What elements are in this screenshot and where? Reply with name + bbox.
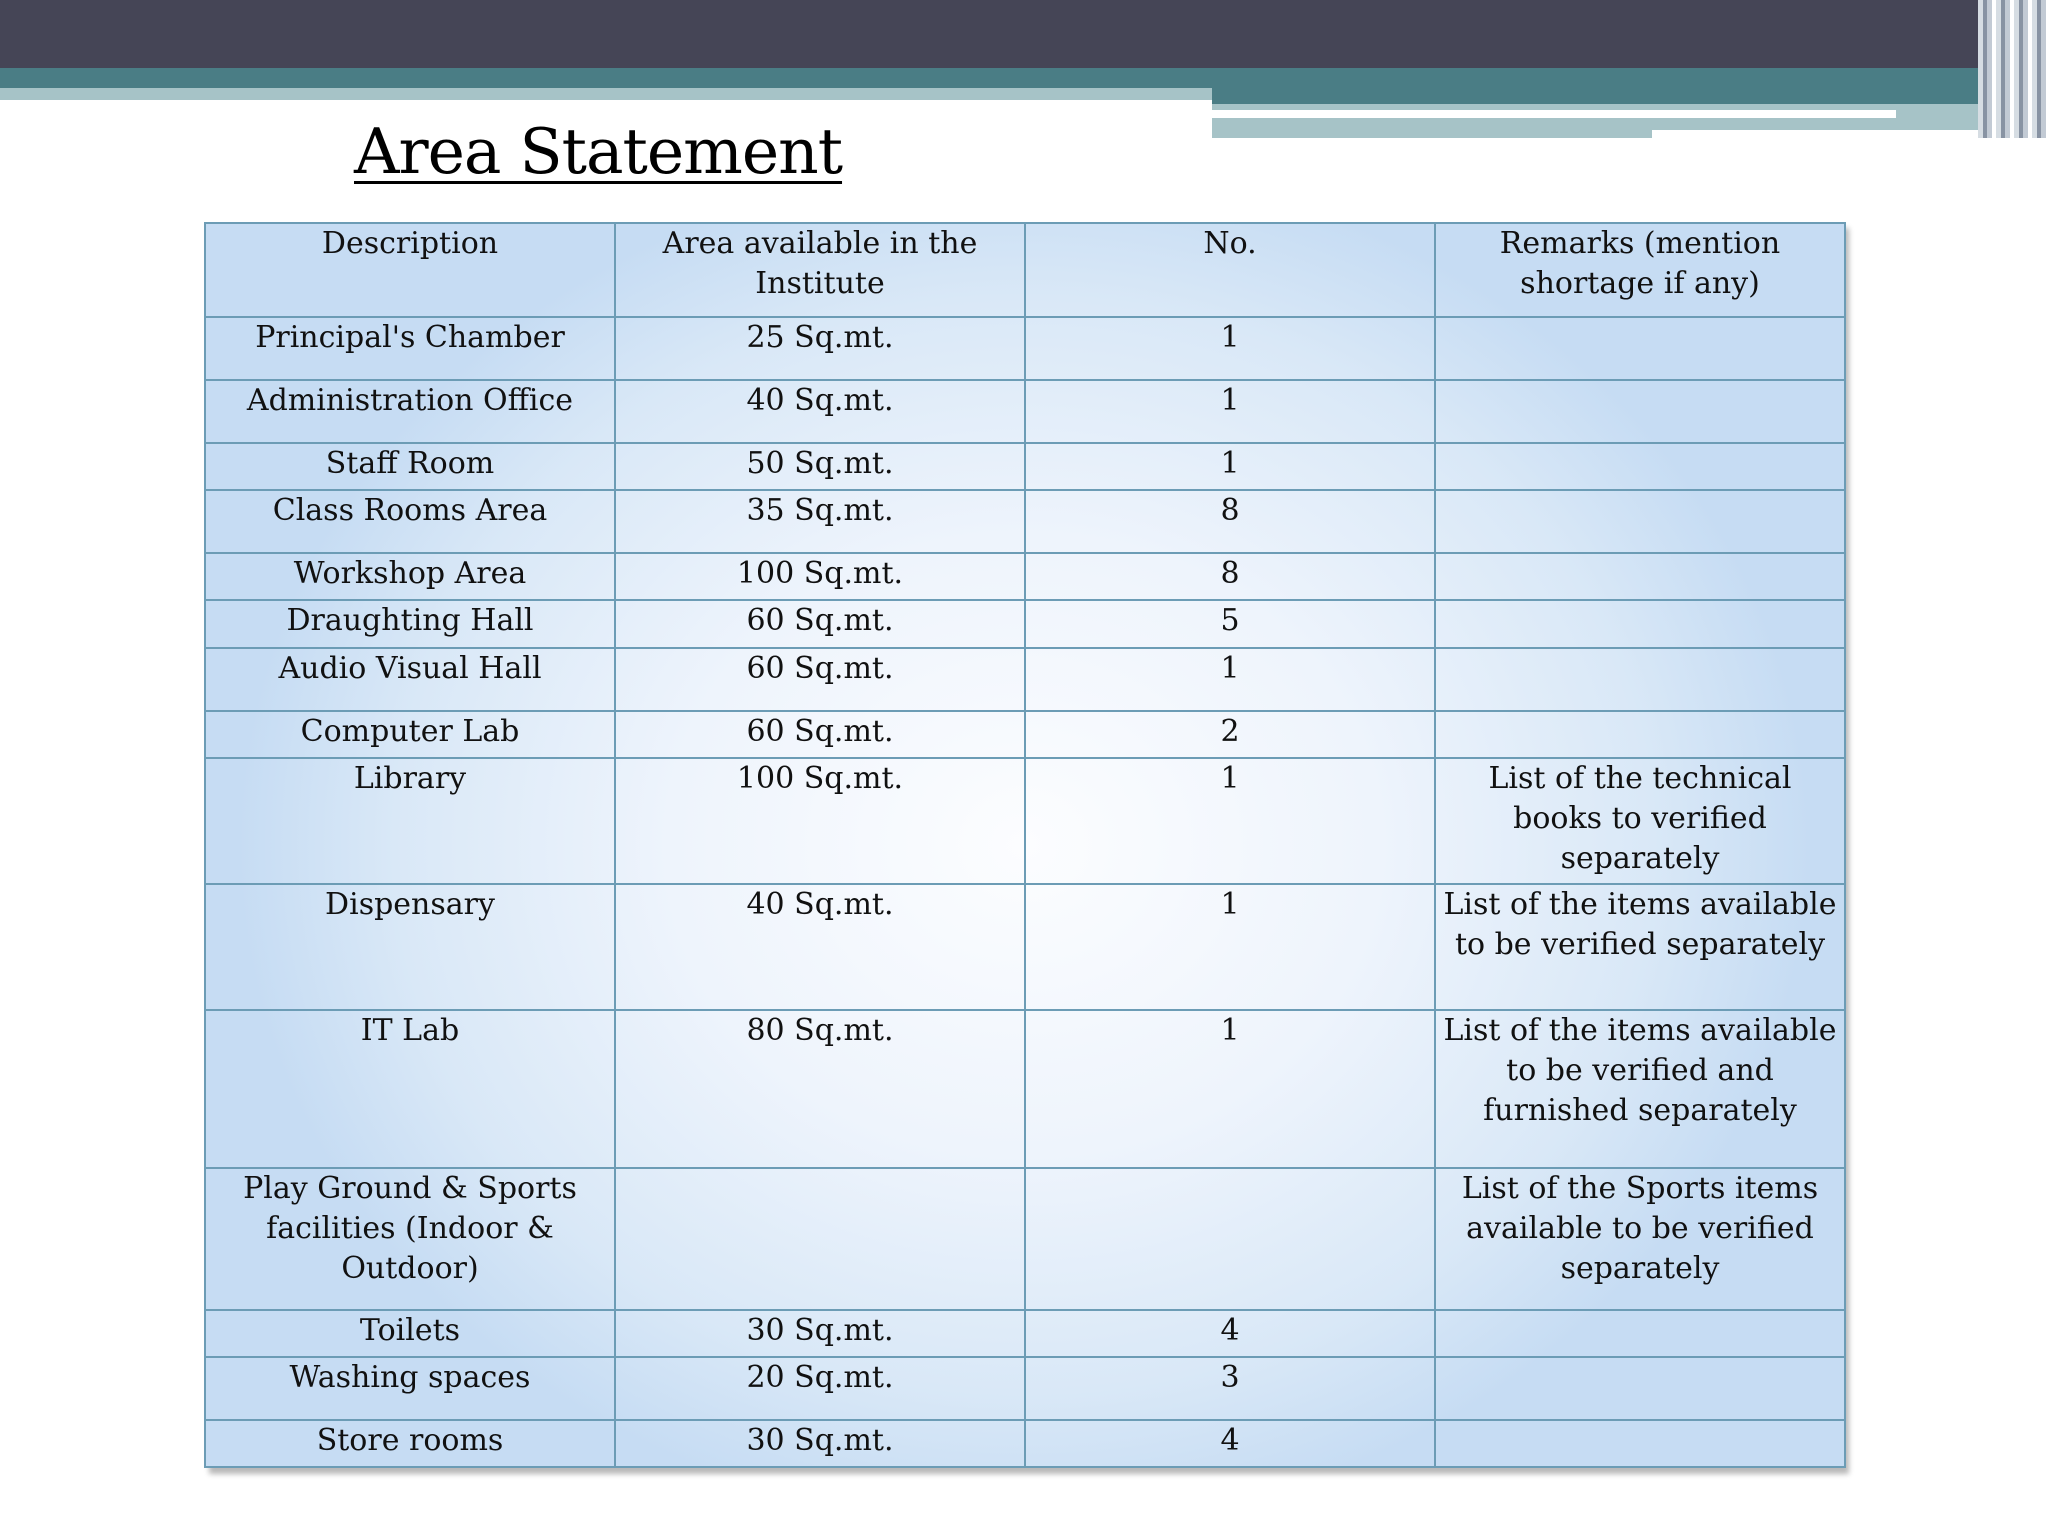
cell-description-text: Library — [353, 761, 467, 796]
cell-no-text: 5 — [1220, 603, 1240, 638]
header-band-teal-right — [1212, 68, 1994, 104]
cell-remarks — [1435, 1420, 1845, 1467]
cell-description — [205, 758, 615, 884]
cell-remarks — [1435, 317, 1845, 380]
cell-no — [1025, 380, 1435, 443]
cell-area-text: 60 Sq.mt. — [746, 603, 894, 638]
column-header-remarks: Remarks (mention shortage if any) — [1435, 223, 1845, 317]
header-corner-stripes — [1978, 0, 2048, 138]
cell-description-text: Store rooms — [316, 1423, 504, 1458]
cell-area-text: 25 Sq.mt. — [746, 320, 894, 355]
cell-area — [615, 884, 1025, 1010]
cell-description-text: IT Lab — [360, 1013, 460, 1048]
cell-description-text: Staff Room — [325, 446, 495, 481]
cell-area — [615, 711, 1025, 758]
cell-description — [205, 380, 615, 443]
table-row — [205, 380, 1845, 443]
table-row — [205, 648, 1845, 711]
area-table-container — [204, 222, 1844, 1468]
cell-area — [615, 600, 1025, 648]
cell-area-text: 50 Sq.mt. — [746, 446, 894, 481]
table-row — [205, 711, 1845, 758]
cell-description-text: Draughting Hall — [286, 603, 534, 638]
cell-area — [615, 1420, 1025, 1467]
cell-description-text: Dispensary — [325, 887, 495, 922]
cell-no — [1025, 317, 1435, 380]
cell-area-text: 30 Sq.mt. — [746, 1423, 894, 1458]
cell-remarks-text: List of the technical books to verified separately — [1488, 761, 1792, 876]
table-row — [205, 490, 1845, 553]
cell-no — [1025, 443, 1435, 490]
cell-no-text: 4 — [1220, 1313, 1240, 1348]
cell-no-text: 1 — [1220, 651, 1240, 686]
cell-description-text: Play Ground & Sports facilities (Indoor & Outdoor) — [243, 1171, 577, 1286]
cell-area-text: 100 Sq.mt. — [736, 556, 904, 591]
cell-remarks — [1435, 380, 1845, 443]
cell-no — [1025, 1010, 1435, 1168]
header-band-light-left — [0, 88, 1212, 100]
cell-remarks-text: List of the Sports items available to be verified separately — [1461, 1171, 1819, 1286]
cell-no — [1025, 490, 1435, 553]
column-header-area: Area available in the Institute — [615, 223, 1025, 317]
cell-no — [1025, 711, 1435, 758]
cell-description — [205, 1310, 615, 1357]
cell-area — [615, 553, 1025, 600]
cell-no-text: 1 — [1220, 320, 1240, 355]
cell-remarks-text: List of the items available to be verified and furnished separately — [1443, 1013, 1837, 1128]
cell-description — [205, 1010, 615, 1168]
header-band-dark — [0, 0, 2048, 68]
header-band-white-notch — [1652, 130, 1994, 138]
cell-description — [205, 648, 615, 711]
cell-no — [1025, 1310, 1435, 1357]
table-header-row — [205, 223, 1845, 317]
cell-description — [205, 317, 615, 380]
cell-area-text: 60 Sq.mt. — [746, 714, 894, 749]
cell-description-text: Computer Lab — [300, 714, 520, 749]
cell-no — [1025, 1420, 1435, 1467]
cell-remarks — [1435, 1010, 1845, 1168]
cell-description — [205, 711, 615, 758]
cell-no — [1025, 1357, 1435, 1420]
cell-no-text: 8 — [1220, 556, 1240, 591]
cell-no-text: 1 — [1220, 887, 1240, 922]
table-row — [205, 1168, 1845, 1310]
table-row — [205, 1310, 1845, 1357]
cell-area — [615, 1168, 1025, 1310]
cell-description — [205, 1357, 615, 1420]
cell-remarks — [1435, 884, 1845, 1010]
page-title: Area Statement — [354, 115, 843, 188]
cell-no — [1025, 884, 1435, 1010]
cell-no-text: 1 — [1220, 761, 1240, 796]
cell-area — [615, 1010, 1025, 1168]
cell-remarks — [1435, 758, 1845, 884]
cell-remarks — [1435, 1168, 1845, 1310]
cell-no — [1025, 600, 1435, 648]
cell-area — [615, 1357, 1025, 1420]
header-band-white-line — [1212, 110, 1896, 118]
cell-remarks — [1435, 490, 1845, 553]
cell-area — [615, 1310, 1025, 1357]
cell-remarks — [1435, 1310, 1845, 1357]
table-row — [205, 884, 1845, 1010]
cell-description — [205, 1420, 615, 1467]
cell-area-text: 80 Sq.mt. — [746, 1013, 894, 1048]
cell-description-text: Washing spaces — [289, 1360, 531, 1395]
column-header-no: No. — [1025, 223, 1435, 317]
cell-description — [205, 443, 615, 490]
cell-description — [205, 600, 615, 648]
cell-description — [205, 490, 615, 553]
cell-no — [1025, 758, 1435, 884]
cell-no-text: 4 — [1220, 1423, 1240, 1458]
table-row — [205, 1420, 1845, 1467]
cell-remarks — [1435, 553, 1845, 600]
cell-area-text: 60 Sq.mt. — [746, 651, 894, 686]
cell-no-text: 2 — [1220, 714, 1240, 749]
cell-no — [1025, 553, 1435, 600]
table-row — [205, 553, 1845, 600]
cell-no-text: 8 — [1220, 493, 1240, 528]
cell-area-text: 40 Sq.mt. — [746, 887, 894, 922]
cell-area-text: 35 Sq.mt. — [746, 493, 894, 528]
table-row — [205, 758, 1845, 884]
cell-description — [205, 884, 615, 1010]
column-header-description: Description — [205, 223, 615, 317]
cell-area — [615, 758, 1025, 884]
cell-remarks — [1435, 711, 1845, 758]
cell-area — [615, 443, 1025, 490]
cell-description-text: Administration Office — [246, 383, 574, 418]
cell-remarks-text: List of the items available to be verified separately — [1443, 887, 1837, 962]
cell-remarks — [1435, 600, 1845, 648]
cell-area — [615, 490, 1025, 553]
cell-description — [205, 553, 615, 600]
cell-area-text: 40 Sq.mt. — [746, 383, 894, 418]
cell-area-text: 30 Sq.mt. — [746, 1313, 894, 1348]
cell-area — [615, 317, 1025, 380]
cell-remarks — [1435, 648, 1845, 711]
cell-area-text: 100 Sq.mt. — [736, 761, 904, 796]
cell-no — [1025, 1168, 1435, 1310]
table-row — [205, 443, 1845, 490]
cell-description — [205, 1168, 615, 1310]
cell-description-text: Workshop Area — [293, 556, 527, 591]
header-band-teal-left — [0, 68, 1212, 88]
cell-no — [1025, 648, 1435, 711]
cell-area-text: 20 Sq.mt. — [746, 1360, 894, 1395]
cell-no-text: 1 — [1220, 446, 1240, 481]
cell-area — [615, 380, 1025, 443]
cell-no-text: 1 — [1220, 1013, 1240, 1048]
cell-no-text: 3 — [1220, 1360, 1240, 1395]
table-row — [205, 1010, 1845, 1168]
cell-remarks — [1435, 1357, 1845, 1420]
cell-description-text: Toilets — [359, 1313, 461, 1348]
cell-remarks — [1435, 443, 1845, 490]
cell-description-text: Audio Visual Hall — [278, 651, 542, 686]
cell-area — [615, 648, 1025, 711]
cell-description-text: Principal's Chamber — [255, 320, 565, 355]
table-row — [205, 600, 1845, 648]
area-statement-table — [204, 222, 1846, 1468]
table-row — [205, 317, 1845, 380]
cell-description-text: Class Rooms Area — [272, 493, 548, 528]
table-row — [205, 1357, 1845, 1420]
cell-no-text: 1 — [1220, 383, 1240, 418]
